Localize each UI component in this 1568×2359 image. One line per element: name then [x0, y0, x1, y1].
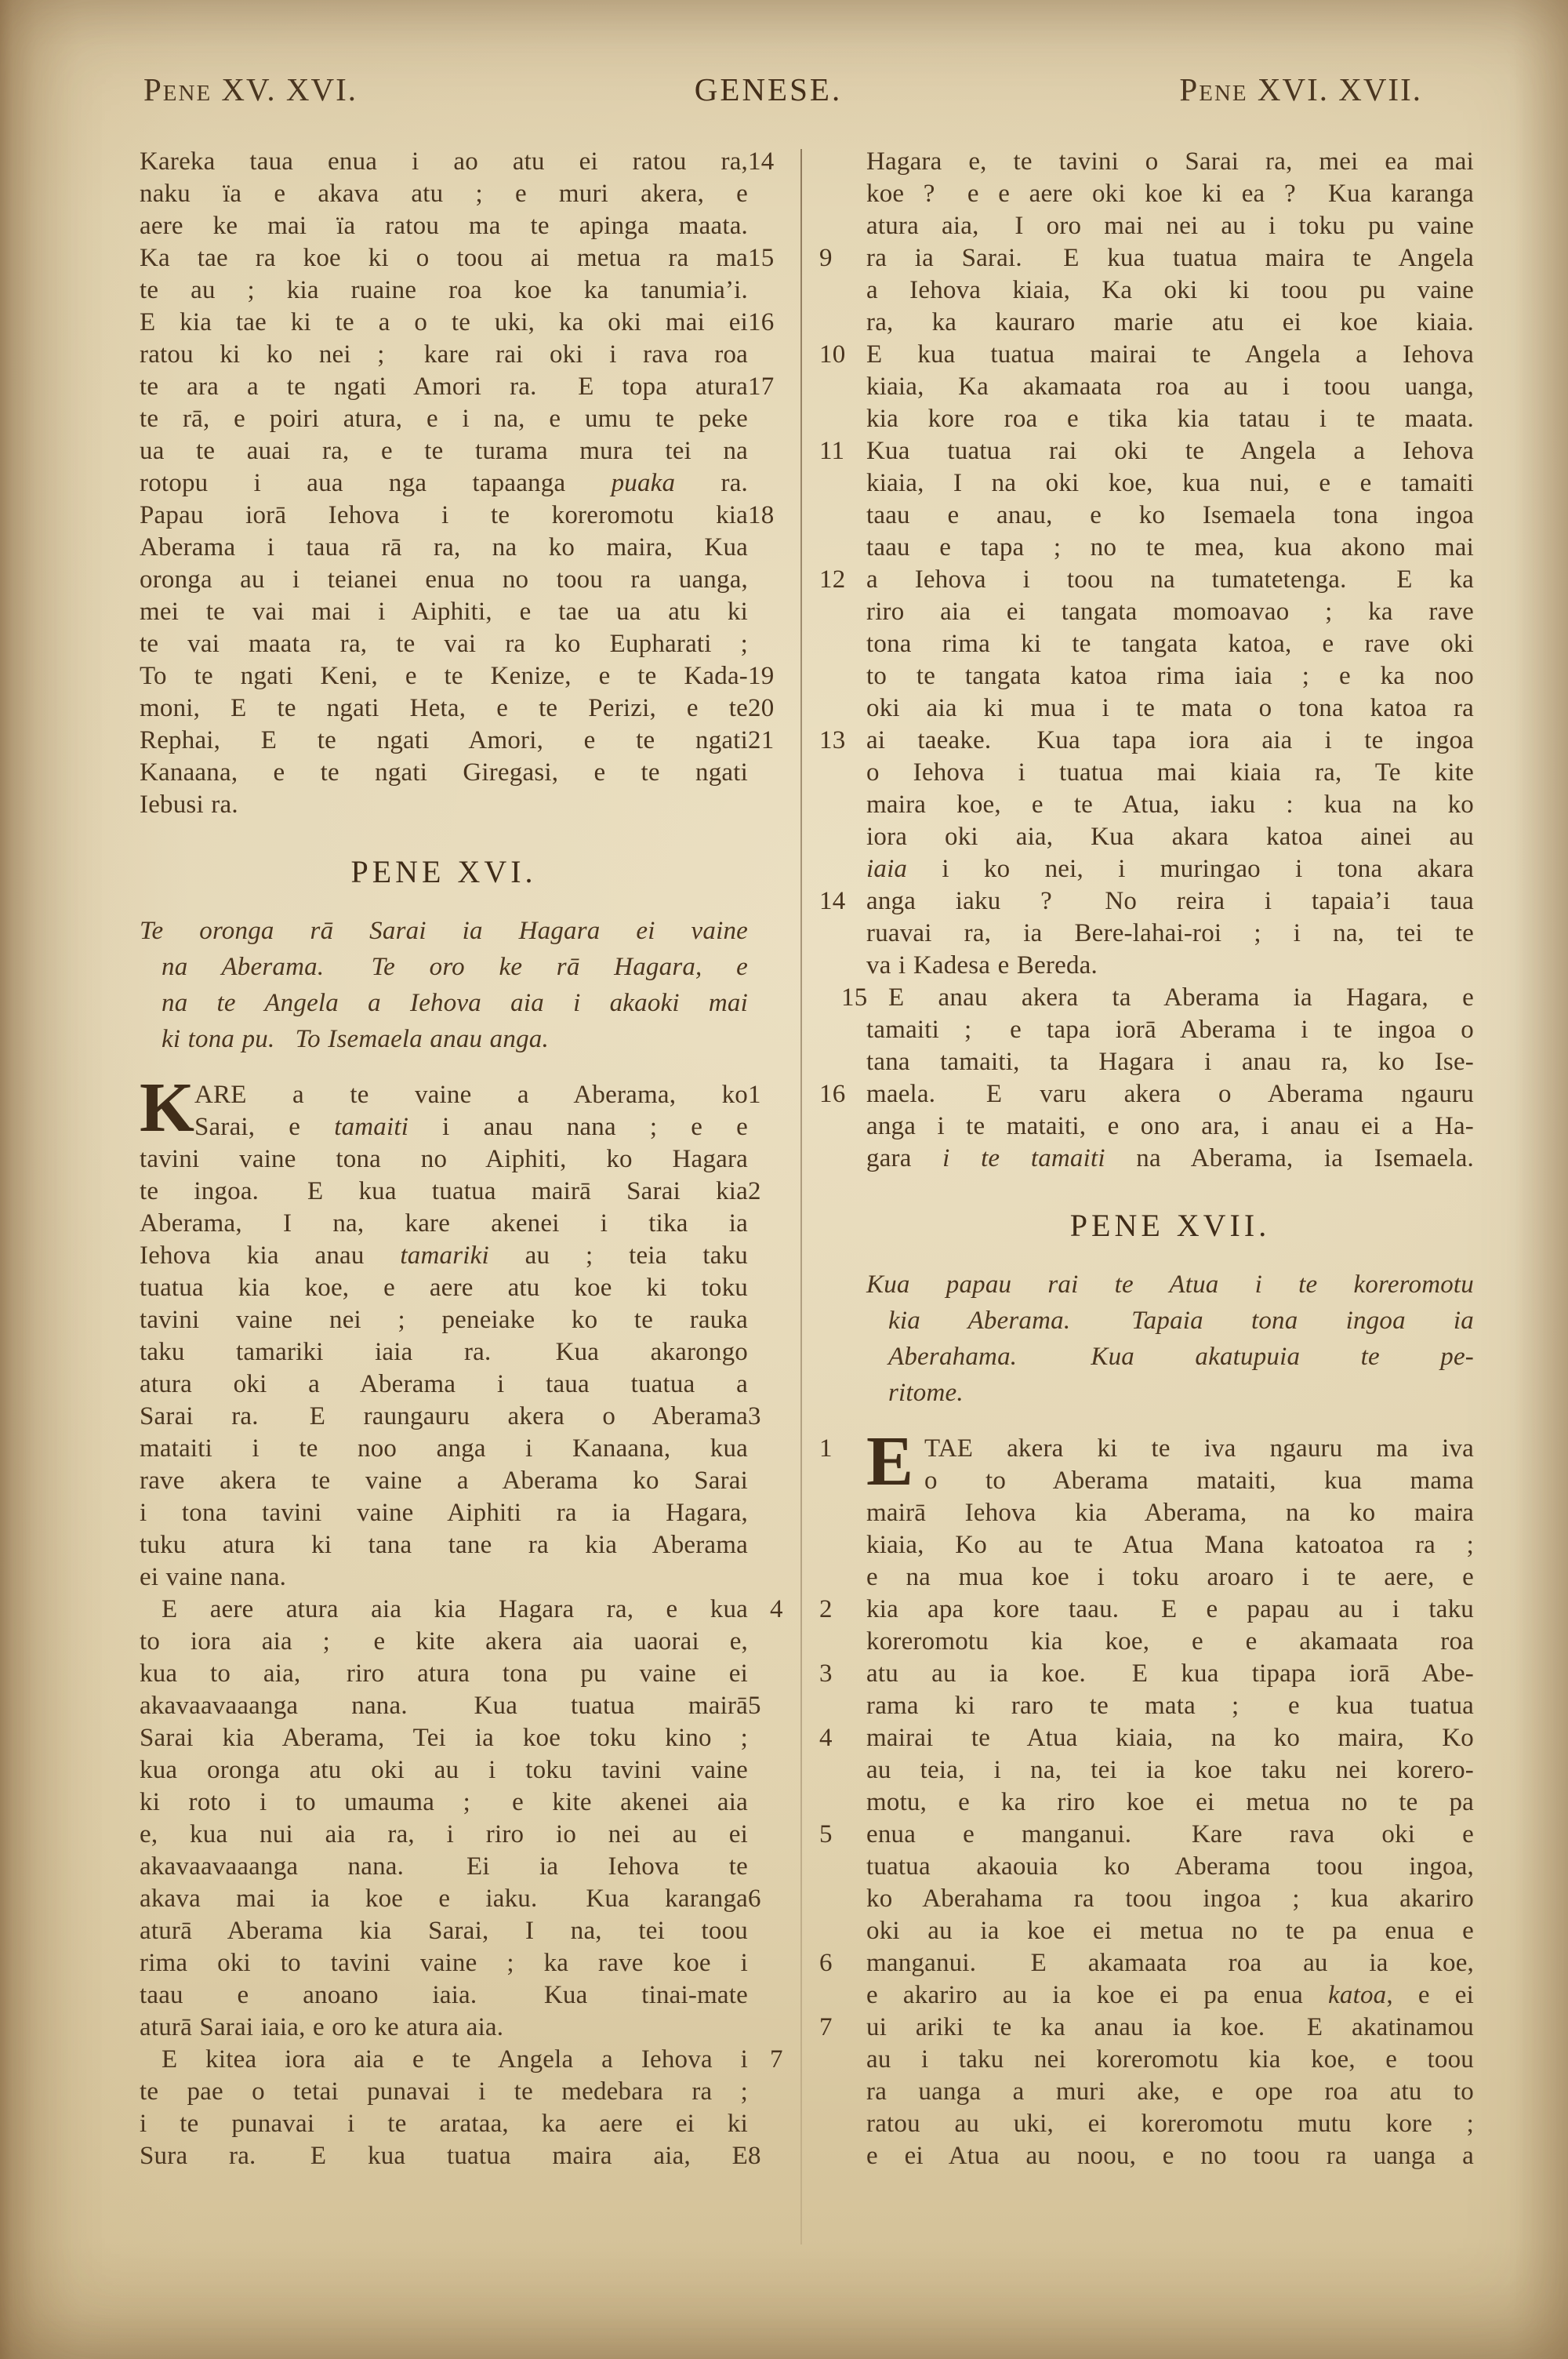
text-line: 2 te ingoa. E kua tuatua mairā Sarai kia: [140, 1176, 784, 1208]
text-line: tavini vaine tona no Aiphiti, ko Hagara: [140, 1145, 748, 1173]
verse-number: 5: [748, 1692, 761, 1720]
text-line: Iebusi ra.: [140, 791, 238, 819]
text-line: e ei Atua au noou, e no toou ra uanga a: [866, 2142, 1474, 2170]
text-line: te au ; kia ruaine roa koe ka tanumia’i.: [140, 276, 748, 304]
running-head-right: Pene XVI. XVII.: [1179, 71, 1422, 107]
text-line: taau e anoano iaia. Kua tinai-mate: [140, 1981, 748, 2009]
chapter-heading: PENE XVI.: [350, 854, 537, 889]
text-line: iora oki aia, Kua akara katoa ainei au: [866, 823, 1474, 851]
text-line: motu, e ka riro koe ei metua no te pa: [866, 1788, 1474, 1816]
text-line: taau e tapa ; no te mea, kua akono mai: [866, 533, 1474, 562]
text-line: 8 Sura ra. E kua tuatua maira aia, E: [140, 2140, 784, 2172]
text-line: 4 mairai te Atua kiaia, na ko maira, Ko: [819, 1722, 1474, 1754]
text-line: oki aia ki mua i te mata o tona katoa ra: [866, 694, 1474, 722]
verse-number: 13: [819, 726, 846, 754]
text-line: koe ? e e aere oki koe ki ea ? Kua karanga: [866, 180, 1474, 208]
verse-number: 5: [819, 1820, 833, 1848]
text-line: atura aia, I oro mai nei au i toku pu vaine: [866, 212, 1474, 240]
drop-cap: K: [140, 1069, 195, 1147]
text-line: ruavai ra, ia Bere-lahai-roi ; i na, tei te: [866, 919, 1474, 947]
text-line: 20 moni, E te ngati Heta, e te Perizi, e te: [140, 692, 784, 725]
text-line: taku tamariki iaia ra. Kua akarongo: [140, 1338, 748, 1366]
text-line: ra uanga a muri ake, e ope roa atu to: [866, 2077, 1474, 2106]
verse-number: 6: [748, 1885, 761, 1913]
text-line: na te Angela a Iehova aia i akaoki mai: [162, 989, 748, 1017]
verse-number: 15: [748, 244, 775, 272]
verse-number: 3: [748, 1402, 761, 1430]
text-line: Aberahama. Kua akatupuia te pe-: [888, 1343, 1474, 1371]
text-line: e akariro au ia koe ei pa enua katoa, e ei: [866, 1981, 1474, 2009]
text-line: 4 E aere atura aia kia Hagara ra, e kua: [140, 1594, 784, 1626]
text-line: kiaia, Ko au te Atua Mana katoatoa ra ;: [866, 1531, 1474, 1559]
text-line: kiaia, Ka akamaata roa au i toou uanga,: [866, 373, 1474, 401]
text-line: ei vaine nana.: [140, 1563, 287, 1591]
text-line: tona rima ki te tangata katoa, e rave oki: [866, 630, 1474, 658]
text-line: maira koe, e te Atua, iaku : kua na ko: [866, 791, 1474, 819]
verse-number: 7: [770, 2045, 783, 2074]
verse-number: 21: [748, 726, 775, 754]
text-line: mei te vai mai i Aiphiti, e tae ua atu ki: [140, 598, 748, 626]
text-line: Sarai, e tamaiti i anau nana ; e e: [194, 1113, 748, 1141]
text-line: 6 manganui. E akamaata roa au ia koe,: [819, 1947, 1474, 1979]
text-line: iaia i ko nei, i muringao i tona akara: [866, 855, 1474, 883]
text-line: 13 ai taeake. Kua tapa iora aia i te ingoa: [819, 725, 1474, 757]
text-line: Iehova kia anau tamariki au ; teia taku: [140, 1241, 749, 1270]
text-line: riro aia ei tangata momoavao ; ka rave: [866, 598, 1474, 626]
text-line: oronga au i teianei enua no toou ra uanga,: [140, 565, 748, 594]
verse-number: 2: [748, 1177, 761, 1205]
text-line: 6 akava mai ia koe e iaku. Kua karanga: [140, 1883, 784, 1915]
running-head-title: GENESE.: [694, 71, 843, 107]
text-line: 16 maela. E varu akera o Aberama ngauru: [819, 1078, 1474, 1110]
text-line: mairā Iehova kia Aberama, na ko maira: [866, 1499, 1474, 1527]
text-line: Hagara e, te tavini o Sarai ra, mei ea mai: [866, 147, 1474, 176]
text-line: a Iehova kiaia, Ka oki ki toou pu vaine: [866, 276, 1474, 304]
text-line: au i taku nei koreromotu kia koe, e toou: [866, 2045, 1474, 2074]
column-left: [140, 146, 784, 2172]
verse-number: 4: [819, 1724, 833, 1752]
column-right: [819, 146, 1474, 2172]
verse-number: 7: [819, 2013, 833, 2041]
text-line: te pae o tetai punavai i te medebara ra ;: [140, 2077, 748, 2106]
text-line: 5 enua e manganui. Kare rava oki e: [819, 1819, 1474, 1851]
verse-number: 20: [748, 694, 775, 722]
text-line: kia Aberama. Tapaia tona ingoa ia: [888, 1307, 1474, 1335]
text-line: 14 anga iaku ? No reira i tapaia’i taua: [819, 885, 1474, 918]
text-line: 12 a Iehova i toou na tumatetenga. E ka: [819, 564, 1474, 596]
text-line: tuku atura ki tana tane ra kia Aberama: [140, 1531, 748, 1559]
text-line: 15 E anau akera ta Aberama ia Hagara, e: [819, 982, 1474, 1014]
verse-number: 17: [748, 373, 775, 401]
text-line: 17 te ara a te ngati Amori ra. E topa atura: [140, 371, 784, 403]
text-line: atura oki a Aberama i taua tuatua a: [140, 1370, 748, 1398]
drop-cap: E: [866, 1423, 914, 1500]
text-line: 16 E kia tae ki te a o te uki, ka oki mai ei: [140, 307, 784, 339]
running-head-left: Pene XV. XVI.: [143, 71, 358, 107]
text-line: ki tona pu. To Isemaela anau anga.: [162, 1025, 549, 1053]
text-line: e, kua nui aia ra, i riro io nei au ei: [140, 1820, 748, 1848]
text-line: 11 Kua tuatua rai oki te Angela a Iehova: [819, 435, 1474, 467]
text-line: va i Kadesa e Bereda.: [866, 951, 1098, 980]
verse-number: 6: [819, 1949, 833, 1977]
text-line: to iora aia ; e kite akera aia uaorai e,: [140, 1627, 748, 1656]
text-line: 3 atu au ia koe. E kua tipapa iorā Abe-: [819, 1658, 1474, 1690]
verse-number: 8: [748, 2142, 761, 2170]
verse-number: 14: [748, 147, 775, 176]
text-line: ki roto i to umauma ; e kite akenei aia: [140, 1788, 748, 1816]
text-line: 15 Ka tae ra koe ki o toou ai metua ra ma: [140, 242, 784, 274]
text-line: 3 Sarai ra. E raungauru akera o Aberama: [140, 1401, 784, 1433]
verse-number: 11: [819, 437, 845, 465]
text-line: tavini vaine nei ; peneiake ko te rauka: [140, 1306, 748, 1334]
text-line: 2 kia apa kore taau. E e papau au i taku: [819, 1594, 1474, 1626]
text-line: te vai maata ra, te vai ra ko Eupharati ;: [140, 630, 748, 658]
verse-number: 1: [748, 1081, 761, 1109]
text-line: 21 Rephai, E te ngati Amori, e te ngati: [140, 725, 784, 757]
text-line: tuatua akaouia ko Aberama toou ingoa,: [866, 1852, 1474, 1881]
text-line: ko Aberahama ra toou ingoa ; kua akariro: [866, 1885, 1474, 1913]
chapter-heading: PENE XVII.: [1069, 1208, 1271, 1243]
text-line: rotopu i aua nga tapaanga puaka ra.: [140, 469, 748, 497]
verse-number: 3: [819, 1659, 833, 1688]
text-line: ua te auai ra, e te turama mura tei na: [140, 437, 748, 465]
text-line: 7 E kitea iora aia e te Angela a Iehova i: [140, 2044, 784, 2076]
text-line: 1 K ARE a te vaine a Aberama, ko: [140, 1079, 784, 1111]
text-line: Te oronga rā Sarai ia Hagara ei vaine: [140, 917, 748, 945]
text-line: kiaia, I na oki koe, kua nui, e e tamaiti: [866, 469, 1474, 497]
verse-number: 10: [819, 340, 846, 369]
text-line: 18 Papau iorā Iehova i te koreromotu kia: [140, 500, 784, 532]
verse-number: 4: [770, 1595, 783, 1623]
text-line: kua oronga atu oki au i toku tavini vaine: [140, 1756, 748, 1784]
text-line: naku ïa e akava atu ; e muri akera, e: [140, 180, 748, 208]
text-line: Sarai kia Aberama, Tei ia koe toku kino ;: [140, 1724, 748, 1752]
text-line: kua to aia, riro atura tona pu vaine ei: [140, 1659, 748, 1688]
text-line: 9 ra ia Sarai. E kua tuatua maira te Angela: [819, 242, 1474, 274]
text-line: ritome.: [888, 1379, 964, 1407]
text-line: rima oki to tavini vaine ; ka rave koe i: [140, 1949, 748, 1977]
text-line: Aberama, I na, kare akenei i tika ia: [140, 1209, 748, 1238]
verse-number: 1: [819, 1434, 833, 1463]
verse-number: 16: [819, 1080, 846, 1108]
text-line: to te tangata katoa rima iaia ; e ka noo: [866, 662, 1474, 690]
text-line: aere ke mai ïa ratou ma te apinga maata.: [140, 212, 748, 240]
text-line: ratou au uki, ei koreromotu mutu kore ;: [866, 2110, 1474, 2138]
text-line: tuatua kia koe, e aere atu koe ki toku: [140, 1274, 748, 1302]
text-line: au teia, i na, tei ia koe taku nei korero-: [866, 1756, 1474, 1784]
text-line: gara i te tamaiti na Aberama, ia Isemaela.: [866, 1144, 1474, 1172]
text-line: ratou ki ko nei ; kare rai oki i rava roa: [140, 340, 748, 369]
verse-number: 12: [819, 565, 846, 594]
text-line: i tona tavini vaine Aiphiti ra ia Hagara,: [140, 1499, 748, 1527]
text-line: 5 akavaavaaanga nana. Kua tuatua mairā: [140, 1690, 784, 1722]
text-line: e na mua koe i toku aroaro i te aere, e: [866, 1563, 1474, 1591]
verse-number: 2: [819, 1595, 833, 1623]
text-line: taau e anau, e ko Isemaela tona ingoa: [866, 501, 1474, 529]
text-line: ra, ka kauraro marie atu ei koe kiaia.: [866, 308, 1474, 336]
verse-number: 14: [819, 887, 846, 915]
verse-number: 16: [748, 308, 775, 336]
text-line: 19 To te ngati Keni, e te Kenize, e te Kada-: [140, 660, 784, 692]
text-line: o to Aberama mataiti, kua mama: [924, 1467, 1474, 1495]
verse-number: 9: [819, 244, 833, 272]
text-line: rama ki raro te mata ; e kua tuatua: [866, 1692, 1474, 1720]
text-line: rave akera te vaine a Aberama ko Sarai: [140, 1467, 748, 1495]
text-line: te rā, e poiri atura, e i na, e umu te peke: [140, 405, 748, 433]
text-line: akavaavaaanga nana. Ei ia Iehova te: [140, 1852, 748, 1881]
text-line: aturā Sarai iaia, e oro ke atura aia.: [140, 2013, 504, 2041]
text-line: na Aberama. Te oro ke rā Hagara, e: [162, 953, 748, 981]
text-line: Kanaana, e te ngati Giregasi, e te ngati: [140, 758, 748, 787]
verse-number: 18: [748, 501, 775, 529]
text-line: koreromotu kia koe, e e akamaata roa: [866, 1627, 1474, 1656]
verse-number: 19: [748, 662, 775, 690]
text-line: tamaiti ; e tapa iorā Aberama i te ingoa o: [866, 1016, 1474, 1044]
text-line: aturā Aberama kia Sarai, I na, tei toou: [140, 1917, 748, 1945]
text-line: 10 E kua tuatua mairai te Angela a Iehova: [819, 339, 1474, 371]
text-line: oki au ia koe ei metua no te pa enua e: [866, 1917, 1474, 1945]
text-line: i te punavai i te arataa, ka aere ei ki: [140, 2110, 748, 2138]
text-line: tana tamaiti, ta Hagara i anau ra, ko Ise-: [866, 1048, 1474, 1076]
text-line: 1 E TAE akera ki te iva ngauru ma iva: [819, 1423, 1474, 1500]
text-line: Aberama i taua rā ra, na ko maira, Kua: [140, 533, 748, 562]
text-line: 14 Kareka taua enua i ao atu ei ratou ra,: [140, 146, 784, 178]
text-line: Kua papau rai te Atua i te koreromotu: [866, 1270, 1474, 1299]
column-divider: [800, 149, 802, 2245]
text-line: mataiti i te noo anga i Kanaana, kua: [140, 1434, 748, 1463]
verse-number: 15: [841, 983, 868, 1012]
text-line: 7 ui ariki te ka anau ia koe. E akatinamou: [819, 2012, 1474, 2044]
text-line: anga i te mataiti, e ono ara, i anau ei a Ha-: [866, 1112, 1474, 1140]
text-line: kia kore roa e tika kia tatau i te maata.: [866, 405, 1474, 433]
text-line: o Iehova i tuatua mai kiaia ra, Te kite: [866, 758, 1474, 787]
